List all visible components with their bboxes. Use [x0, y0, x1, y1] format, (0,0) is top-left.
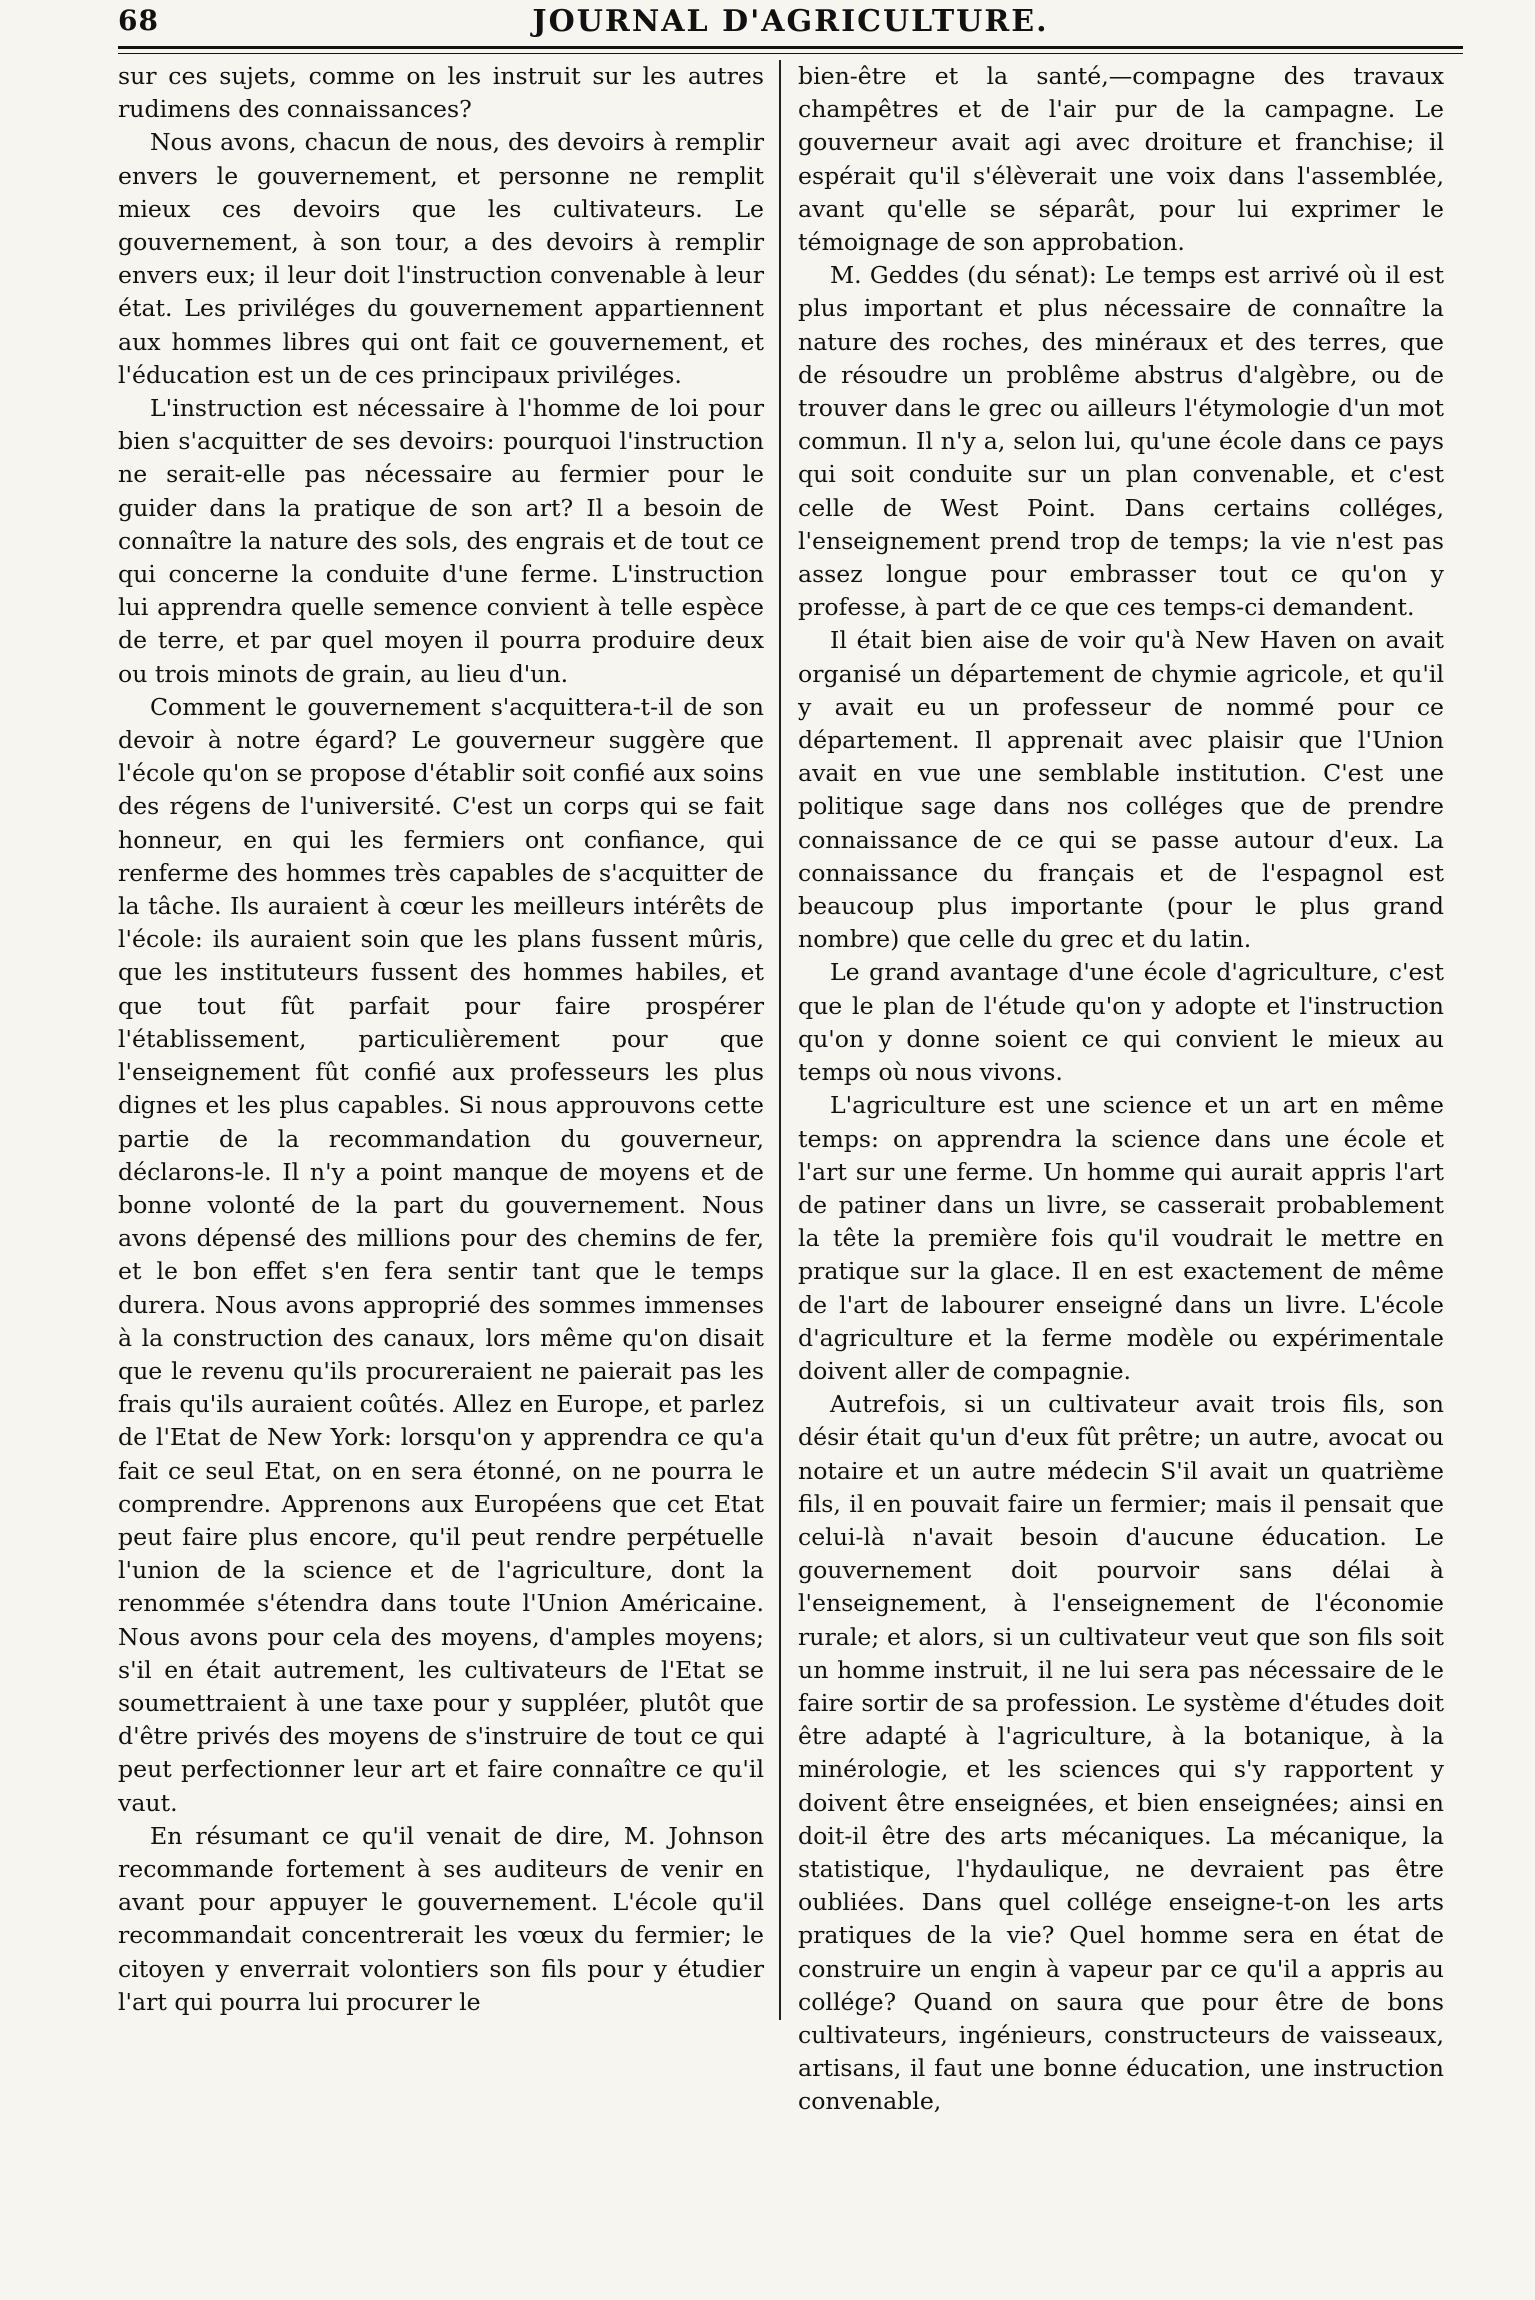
paragraph: Le grand avantage d'une école d'agriculture, c'est que le plan de l'étude qu'on y adopte et l'instruction qu'on y donne soient ce qui convient le mieux au temps où nous vivons.: [798, 958, 1444, 1087]
header-rule: [118, 46, 1463, 54]
paragraph: L'instruction est nécessaire à l'homme de loi pour bien s'acquitter de ses devoirs: pourquoi l'instruction ne serait-elle pas nécessaire au fermier pour le guider dans la pratique de son art? Il a besoin de connaître la nature des sols, des engrais et de tout ce qui concerne la conduite d'une ferme. L'instruction lui apprendra quelle semence convient à telle espèce de terre, et par quel moyen il pourra produire deux ou trois minots de grain, au lieu d'un.: [118, 394, 764, 688]
paragraph: Il était bien aise de voir qu'à New Haven on avait organisé un département de chymie agricole, et qu'il y avait eu un professeur de nommé pour ce département. Il apprenait avec plaisir que l'Union avait en vue une semblable institution. C'est une politique sage dans nos colléges que de prendre connaissance de ce qui se passe autour d'eux. La connaissance du français et de l'espagnol est beaucoup plus importante (pour le plus grand nombre) que celle du grec et du latin.: [798, 626, 1444, 954]
page-number: 68: [118, 4, 159, 37]
paragraph: Nous avons, chacun de nous, des devoirs à remplir envers le gouvernement, et personne ne remplit mieux ces devoirs que les cultivateurs. Le gouvernement, à son tour, a des devoirs à remplir envers eux; il leur doit l'instruction convenable à leur état. Les priviléges du gouvernement appartiennent aux hommes libres qui ont fait ce gouvernement, et l'éducation est un de ces principaux priviléges.: [118, 128, 764, 389]
paragraph: bien-être et la santé,—compagne des travaux champêtres et de l'air pur de la campagne. Le gouverneur avait agi avec droiture et franchise; il espérait qu'il s'élèverait une voix dans l'assemblée, avant qu'elle se séparât, pour lui exprimer le témoignage de son approbation.: [798, 62, 1444, 257]
page-header: [118, 4, 1463, 44]
left-column: [118, 60, 764, 2020]
paragraph: M. Geddes (du sénat): Le temps est arrivé où il est plus important et plus nécessaire de connaître la nature des roches, des minéraux et des terres, que de résoudre un problême abstrus d'algèbre, ou de trouver dans le grec ou ailleurs l'étymologie d'un mot commun. Il n'y a, selon lui, qu'une école dans ce pays qui soit conduite sur un plan convenable, et c'est celle de West Point. Dans certains colléges, l'enseignement prend trop de temps; la vie n'est pas assez longue pour embrasser tout ce qu'on y professe, à part de ce que ces temps-ci demandent.: [798, 261, 1444, 622]
paragraph: En résumant ce qu'il venait de dire, M. Johnson recommande fortement à ses auditeurs de venir en avant pour appuyer le gouvernement. L'école qu'il recommandait concentrerait les vœux du fermier; le citoyen y enverrait volontiers son fils pour y étudier l'art qui pourra lui procurer le: [118, 1821, 764, 2016]
running-title: JOURNAL D'AGRICULTURE.: [532, 4, 1049, 39]
column-divider: [779, 60, 781, 2020]
paragraph: Autrefois, si un cultivateur avait trois fils, son désir était qu'un d'eux fût prêtre; un autre, avocat ou notaire et un autre médecin S'il avait un quatrième fils, il en pouvait faire un fermier; mais il pensait que celui-là n'avait besoin d'aucune éducation. Le gouvernement doit pourvoir sans délai à l'enseignement, à l'enseignement de l'économie rurale; et alors, si un cultivateur veut que son fils soit un homme instruit, il ne lui sera pas nécessaire de le faire sortir de sa profession. Le système d'études doit être adapté à l'agriculture, à la botanique, à la minérologie, et les sciences qui s'y rapportent y doivent être enseignées, et bien enseignées; ainsi en doit-il être des arts mécaniques. La mécanique, la statistique, l'hydaulique, ne devraient pas être oubliées. Dans quel collége enseigne-t-on les arts pratiques de la vie? Quel homme sera en état de construire un engin à vapeur par ce qu'il a appris au collége? Quand on saura que pour être de bons cultivateurs, ingénieurs, constructeurs de vaisseaux, artisans, il faut une bonne éducation, une instruction convenable,: [798, 1390, 1444, 2116]
paragraph: L'agriculture est une science et un art en même temps: on apprendra la science dans une école et l'art sur une ferme. Un homme qui aurait appris l'art de patiner dans un livre, se casserait probablement la tête la première fois qu'il voudrait le mettre en pratique sur la glace. Il en est exactement de même de l'art de labourer enseigné dans un livre. L'école d'agriculture et la ferme modèle ou expérimentale doivent aller de compagnie.: [798, 1091, 1444, 1385]
article-columns: [118, 60, 1463, 2116]
paragraph: sur ces sujets, comme on les instruit sur les autres rudimens des connaissances?: [118, 62, 764, 124]
paragraph: Comment le gouvernement s'acquittera-t-il de son devoir à notre égard? Le gouverneur suggère que l'école qu'on se propose d'établir soit confié aux soins des régens de l'université. C'est un corps qui se fait honneur, en qui les fermiers ont confiance, qui renferme des hommes très capables de s'acquitter de la tâche. Ils auraient à cœur les meilleurs intérêts de l'école: ils auraient soin que les plans fussent mûris, que les instituteurs fussent des hommes habiles, et que tout fût parfait pour faire prospérer l'établissement, particulièrement pour que l'enseignement fût confié aux professeurs les plus dignes et les plus capables. Si nous approuvons cette partie de la recommandation du gouverneur, déclarons-le. Il n'y a point manque de moyens et de bonne volonté de la part du gouvernement. Nous avons dépensé des millions pour des chemins de fer, et le bon effet s'en fera sentir tant que le temps durera. Nous avons approprié des sommes immenses à la construction des canaux, lors même qu'on disait que le revenu qu'ils procureraient ne paierait pas les frais qu'ils auraient coûtés. Allez en Europe, et parlez de l'Etat de New York: lorsqu'on y apprendra ce qu'a fait ce seul Etat, on en sera étonné, on ne pourra le comprendre. Apprenons aux Européens que cet Etat peut faire plus encore, qu'il peut rendre perpétuelle l'union de la science et de l'agriculture, dont la renommée s'étendra dans toute l'Union Américaine. Nous avons pour cela des moyens, d'amples moyens; s'il en était autrement, les cultivateurs de l'Etat se soumettraient à une taxe pour y suppléer, plutôt que d'être privés des moyens de s'instruire de tout ce qui peut perfectionner leur art et faire connaître ce qu'il vaut.: [118, 692, 764, 1817]
right-column: [798, 60, 1444, 2116]
